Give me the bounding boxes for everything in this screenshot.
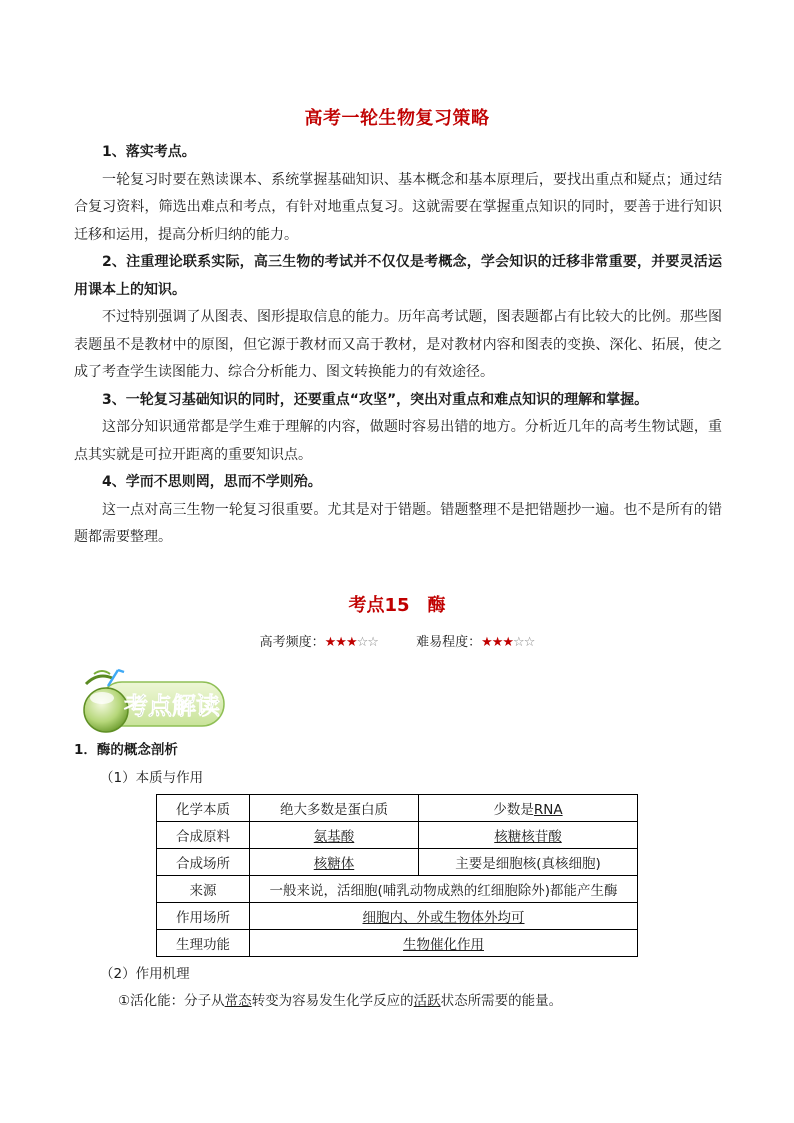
strategy-paragraph: 4、学而不思则罔，思而不学则殆。 bbox=[102, 474, 322, 490]
table-row bbox=[157, 903, 638, 930]
table-row bbox=[157, 876, 638, 903]
subsection-heading-1: （1）本质与作用 bbox=[100, 770, 204, 786]
difficulty-label: 难易程度： bbox=[416, 635, 482, 650]
section-heading: 1．酶的概念剖析 bbox=[74, 742, 178, 758]
star-empty-icon: ☆ bbox=[356, 635, 368, 650]
star-filled-icon: ★ bbox=[335, 635, 346, 650]
table-row-label: 作用场所 bbox=[157, 903, 250, 930]
strategy-paragraph: 2、注重理论联系实际，高三生物的考试并不仅仅是考概念，学会知识的迁移非常重要，并要灵活运用课本上的知识。 bbox=[74, 254, 722, 298]
star-filled-icon: ★ bbox=[481, 635, 492, 650]
page-title: 高考一轮生物复习策略 bbox=[304, 108, 490, 129]
table-row-label: 化学本质 bbox=[157, 795, 250, 822]
item-text-mid: 转变为容易发生化学反应的 bbox=[251, 993, 414, 1009]
item-underlined-term-2: 活跃 bbox=[413, 993, 441, 1009]
table-cell: 核糖核苷酸 bbox=[419, 822, 638, 849]
strategy-paragraph: 3、一轮复习基础知识的同时，还要重点“攻坚”，突出对重点和难点知识的理解和掌握。 bbox=[102, 391, 649, 408]
table-row-label: 合成场所 bbox=[157, 849, 250, 876]
frequency-stars bbox=[325, 635, 378, 650]
strategy-paragraph: 一轮复习时要在熟读课本、系统掌握基础知识、基本概念和基本原理后，要找出重点和疑点；通过结合复习资料，筛选出难点和考点，有针对地重点复习。这就需要在掌握重点知识的同时，要善于进行知识迁移和运用，提高分析归纳的能力。 bbox=[74, 171, 722, 243]
kaodian-title bbox=[0, 591, 794, 617]
enzyme-properties-table bbox=[156, 794, 638, 957]
table-cell: 绝大多数是蛋白质 bbox=[250, 795, 419, 822]
table-cell: 细胞内、外或生物体外均可 bbox=[250, 903, 638, 930]
table-cell: 一般来说，活细胞(哺乳动物成熟的红细胞除外)都能产生酶 bbox=[250, 876, 638, 903]
strategy-text bbox=[74, 139, 722, 552]
table-row-label: 来源 bbox=[157, 876, 250, 903]
rating-line bbox=[0, 631, 794, 650]
table-row bbox=[157, 795, 638, 822]
frequency-rating bbox=[260, 631, 378, 650]
star-filled-icon: ★ bbox=[345, 635, 357, 650]
table-cell: 核糖体 bbox=[250, 849, 419, 876]
table-row bbox=[157, 822, 638, 849]
strategy-paragraph: 这一点对高三生物一轮复习很重要。尤其是对于错题。错题整理不是把错题抄一遍。也不是所有的错题都需要整理。 bbox=[74, 501, 722, 545]
leaf-stroke bbox=[86, 676, 112, 684]
table-row bbox=[157, 849, 638, 876]
strategy-paragraph: 1、落实考点。 bbox=[102, 144, 196, 160]
item-text-suffix: 状态所需要的能量。 bbox=[440, 993, 563, 1009]
badge-text: 考点解读 bbox=[124, 691, 220, 720]
item-text-prefix: ①活化能：分子从 bbox=[118, 993, 225, 1009]
star-filled-icon: ★ bbox=[324, 635, 336, 650]
kaodian-badge bbox=[72, 668, 228, 734]
table-row-label: 合成原料 bbox=[157, 822, 250, 849]
star-empty-icon: ☆ bbox=[523, 635, 535, 650]
table-row-label: 生理功能 bbox=[157, 930, 250, 957]
item-underlined-term-1: 常态 bbox=[224, 993, 252, 1009]
table-cell: 氨基酸 bbox=[250, 822, 419, 849]
star-filled-icon: ★ bbox=[491, 635, 503, 650]
kaodian-name: 酶 bbox=[427, 595, 446, 616]
star-filled-icon: ★ bbox=[502, 635, 514, 650]
table-row bbox=[157, 930, 638, 957]
strategy-paragraph: 这部分知识通常都是学生难于理解的内容，做题时容易出错的地方。分析近几年的高考生物试题，重点其实就是可拉开距离的重要知识点。 bbox=[74, 419, 722, 463]
frequency-label: 高考频度： bbox=[259, 635, 325, 650]
table-cell: 主要是细胞核(真核细胞) bbox=[419, 849, 638, 876]
difficulty-rating bbox=[416, 631, 534, 650]
activation-energy-item bbox=[118, 989, 778, 1009]
star-empty-icon: ☆ bbox=[367, 635, 378, 650]
strategy-paragraph: 不过特别强调了从图表、图形提取信息的能力。历年高考试题，图表题都占有比较大的比例。那些图表题虽不是教材中的原图，但它源于教材而又高于教材，是对教材内容和图表的变换、深化、拓展，使之成了考查学生读图能力、综合分析能力、图文转换能力的有效途径。 bbox=[74, 309, 722, 380]
table-cell: 少数是RNA bbox=[419, 795, 638, 822]
subsection-heading-2: （2）作用机理 bbox=[100, 966, 190, 982]
star-empty-icon: ☆ bbox=[513, 635, 524, 650]
difficulty-stars bbox=[481, 635, 534, 650]
table-cell: 生物催化作用 bbox=[250, 930, 638, 957]
kaodian-number: 考点15 bbox=[348, 595, 410, 616]
